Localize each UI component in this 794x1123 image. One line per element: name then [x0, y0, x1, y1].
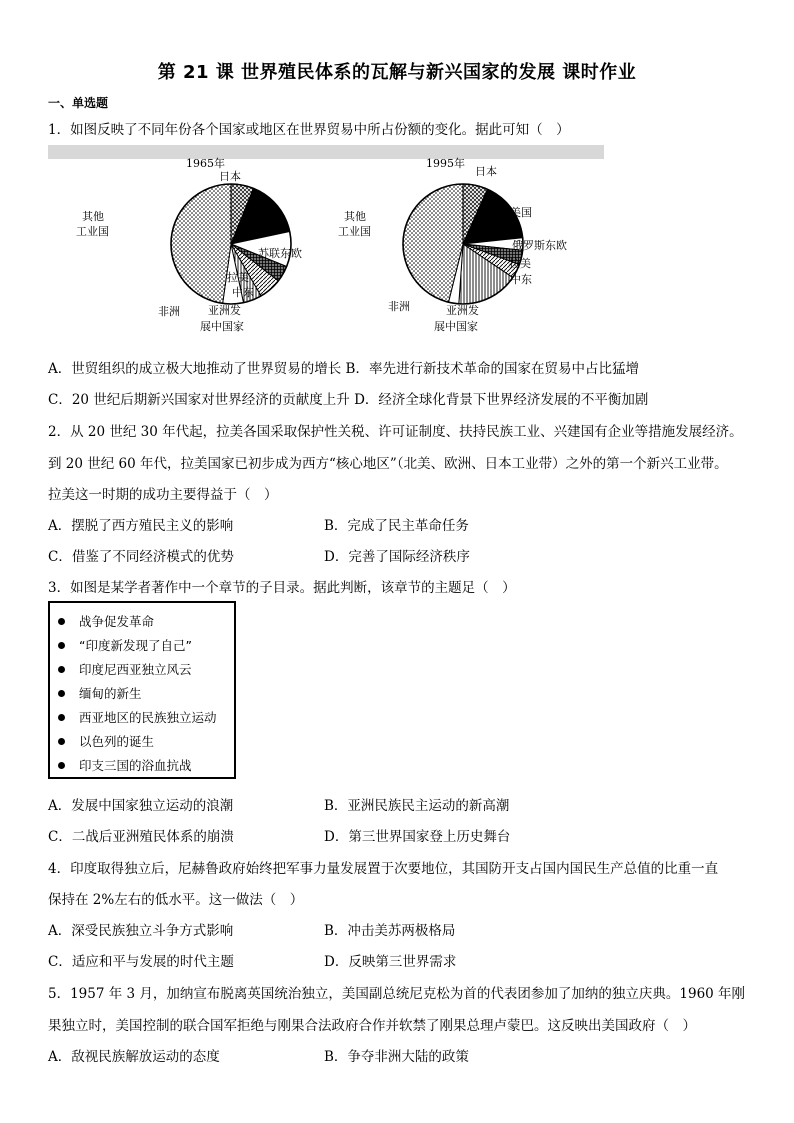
page-title: 第 21 课 世界殖民体系的瓦解与新兴国家的发展 课时作业 — [157, 62, 637, 83]
q3-stem: 3．如图是某学者著作中一个章节的子目录。据此判断，该章节的主题足（ ） — [48, 580, 516, 596]
chart1-label-asia-1: 亚洲发 — [208, 304, 241, 317]
q3-option-b: B．亚洲民族民主运动的新高潮 — [324, 798, 510, 814]
q4-stem-line-1: 4．印度取得独立后，尼赫鲁政府始终把军事力量发展置于次要地位，其国防开支占国内国民生产总值的比重一直 — [48, 861, 719, 877]
chart1-label-other-2: 工业国 — [76, 225, 109, 238]
chart1-label-latam: 拉美 — [227, 271, 249, 284]
chart2-label-mideast: 中东 — [510, 273, 532, 286]
chapter-toc-box — [48, 601, 236, 779]
chart1-label-japan: 日本 — [219, 170, 241, 183]
q2-stem-line-1: 2．从 20 世纪 30 年代起，拉美各国采取保护性关税、许可证制度、扶持民族工业、兴建国有企业等措施发展经济。 — [48, 424, 743, 440]
chart1-label-east: 苏联东欧 — [258, 247, 302, 260]
toc-item: 印度尼西亚独立风云 — [58, 660, 192, 678]
toc-item: 西亚地区的民族独立运动 — [58, 708, 217, 726]
chart2-label-africa: 非洲 — [388, 300, 410, 313]
chart2-label-japan: 日本 — [475, 165, 497, 178]
chart1-label-usa: 美国 — [256, 208, 278, 221]
chart2-label-east: 俄罗斯东欧 — [512, 239, 567, 252]
q2-stem-line-3: 拉美这一时期的成功主要得益于（ ） — [48, 487, 278, 503]
chart2-label-usa: 美国 — [510, 206, 532, 219]
q2-stem-line-2: 到 20 世纪 60 年代，拉美国家已初步成为西方“核心地区”（北美、欧洲、日本工业带）之外的第一个新兴工业带。 — [48, 456, 728, 472]
q2-option-b: B．完成了民主革命任务 — [324, 518, 469, 534]
slice-other — [171, 184, 231, 303]
toc-item: “印度新发现了自己” — [58, 636, 192, 654]
bullet-icon — [58, 762, 65, 769]
pie-chart-1965 — [171, 184, 291, 304]
q4-stem-line-2: 保持在 2%左右的低水平。这一做法（ ） — [48, 892, 304, 908]
section-heading: 一、单选题 — [48, 96, 109, 110]
q2-option-d: D．完善了国际经济秩序 — [324, 549, 470, 565]
chart2-year: 1995年 — [426, 157, 465, 170]
toc-item: 缅甸的新生 — [58, 684, 142, 702]
q1-options-cd: C．20 世纪后期新兴国家对世界经济的贡献度上升 D．经济全球化背景下世界经济发展的不平衡加剧 — [48, 392, 649, 408]
q4-option-c: C．适应和平与发展的时代主题 — [48, 954, 234, 970]
chart1-label-other-1: 其他 — [82, 210, 104, 223]
q3-option-c: C．二战后亚洲殖民体系的崩溃 — [48, 829, 234, 845]
q4-option-b: B．冲击美苏两极格局 — [324, 923, 456, 939]
pie-charts-svg — [48, 145, 604, 341]
q3-option-d: D．第三世界国家登上历史舞台 — [324, 829, 511, 845]
bullet-icon — [58, 642, 65, 649]
chart1-label-asia-2: 展中国家 — [200, 320, 244, 333]
q3-option-a: A．发展中国家独立运动的浪潮 — [48, 798, 234, 814]
chart1-label-mideast: 中东 — [232, 286, 254, 299]
chart1-year: 1965年 — [186, 157, 225, 170]
q2-option-c: C．借鉴了不同经济模式的优势 — [48, 549, 234, 565]
q5-option-a: A．敌视民族解放运动的态度 — [48, 1049, 220, 1065]
q1-options-ab: A．世贸组织的成立极大地推动了世界贸易的增长 B．率先进行新技术革命的国家在贸易中占比猛增 — [48, 361, 639, 377]
q4-option-a: A．深受民族独立斗争方式影响 — [48, 923, 234, 939]
chart2-label-other-2: 工业国 — [338, 225, 371, 238]
q5-stem-line-2: 果独立时，美国控制的联合国军拒绝与刚果合法政府合作并软禁了刚果总理卢蒙巴。这反映出美国政府（ ） — [48, 1018, 696, 1034]
q5-option-b: B．争夺非洲大陆的政策 — [324, 1049, 469, 1065]
bullet-icon — [58, 690, 65, 697]
pie-charts-figure — [48, 145, 604, 341]
q5-stem-line-1: 5．1957 年 3 月，加纳宣布脱离英国统治独立，美国副总统尼克松为首的代表团参加了加纳的独立庆典。1960 年刚 — [48, 986, 746, 1002]
bullet-icon — [58, 666, 65, 673]
bullet-icon — [58, 738, 65, 745]
chart2-label-asia-1: 亚洲发 — [446, 304, 479, 317]
bullet-icon — [58, 714, 65, 721]
bullet-icon — [58, 618, 65, 625]
chart2-label-asia-2: 展中国家 — [434, 320, 478, 333]
q4-option-d: D．反映第三世界需求 — [324, 954, 457, 970]
toc-item: 印支三国的浴血抗战 — [58, 756, 192, 774]
toc-item: 战争促发革命 — [58, 612, 154, 630]
chart2-label-latam: 拉美 — [509, 257, 531, 270]
pie-chart-1995 — [403, 184, 523, 304]
q1-stem: 1．如图反映了不同年份各个国家或地区在世界贸易中所占份额的变化。据此可知（ ） — [48, 122, 570, 138]
chart2-label-other-1: 其他 — [344, 210, 366, 223]
toc-item: 以色列的诞生 — [58, 732, 154, 750]
q2-option-a: A．摆脱了西方殖民主义的影响 — [48, 518, 234, 534]
chart1-label-africa: 非洲 — [158, 305, 180, 318]
